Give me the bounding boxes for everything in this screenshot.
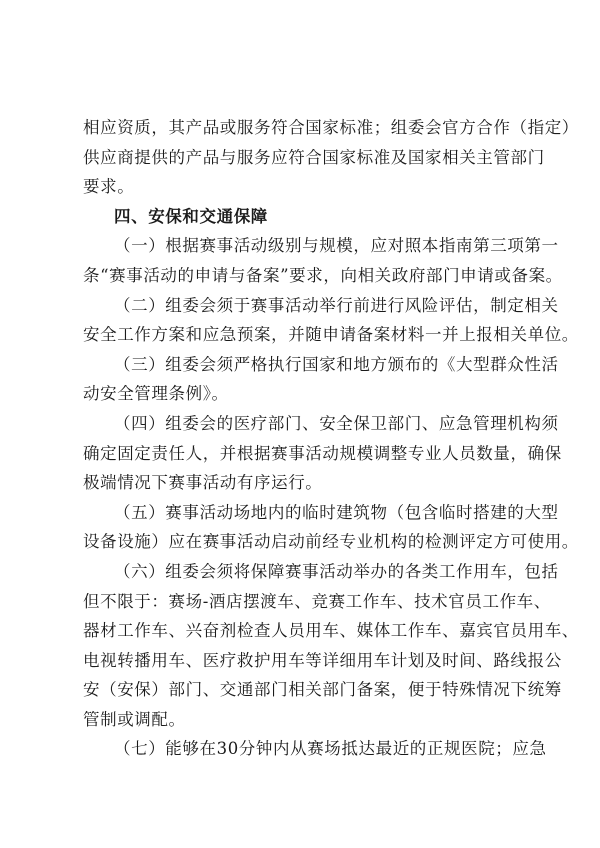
paragraph-continuation [83,113,579,202]
text-line: 确定固定责任人，并根据赛事活动规模调整专业人员数量，确保 [83,443,562,463]
text-line: （七）能够在30分钟内从赛场抵达最近的正规医院；应急 [114,739,547,759]
paragraph-item-7 [83,734,547,764]
paragraph-item-5 [83,498,579,557]
text-line: 相应资质，其产品或服务符合国家标准；组委会官方合作（指定） [83,118,579,137]
text-line: 管制或调配。 [83,709,186,729]
text-line: 条“赛事活动的申请与备案”要求，向相关政府部门申请或备案。 [83,265,563,285]
text-line: 电视转播用车、医疗救护用车等详细用车计划及时间、路线报公 [83,650,562,670]
text-line: 器材工作车、兴奋剂检查人员用车、媒体工作车、嘉宾官员用车、 [83,621,579,641]
text-line: （三）组委会须严格执行国家和地方颁布的《大型群众性活 [114,354,559,374]
paragraph-item-3 [83,350,559,409]
paragraph-item-6 [83,557,579,735]
text-line: （五）赛事活动场地内的临时建筑物（包含临时搭建的大型 [114,502,559,522]
text-line: 安（安保）部门、交通部门相关部门备案，便于特殊情况下统筹 [83,680,562,700]
text-line: 但不限于：赛场-酒店摆渡车、竞赛工作车、技术官员工作车、 [83,591,551,611]
text-line: 供应商提供的产品与服务应符合国家标准及国家相关主管部门 [83,147,545,167]
section-heading [83,202,523,232]
text-line: （二）组委会须于赛事活动举行前进行风险评估，制定相关 [114,295,559,315]
section-title: 四、安保和交通保障 [114,206,268,226]
text-line: 极端情况下赛事活动有序运行。 [83,473,323,493]
text-line: 动安全管理条例》。 [83,384,229,404]
paragraph-item-2 [83,291,579,350]
paragraph-item-1 [83,231,563,290]
text-line: （一）根据赛事活动级别与规模，应对照本指南第三项第一 [114,236,559,256]
document-page [83,113,579,764]
text-line: （四）组委会的医疗部门、安全保卫部门、应急管理机构须 [114,413,559,433]
text-line: （六）组委会须将保障赛事活动举办的各类工作用车，包括 [114,561,559,581]
text-line: 要求。 [83,177,135,197]
text-line: 设备设施）应在赛事活动启动前经专业机构的检测评定方可使用。 [83,532,579,552]
paragraph-item-4 [83,409,562,498]
text-line: 安全工作方案和应急预案，并随申请备案材料一并上报相关单位。 [83,325,579,345]
